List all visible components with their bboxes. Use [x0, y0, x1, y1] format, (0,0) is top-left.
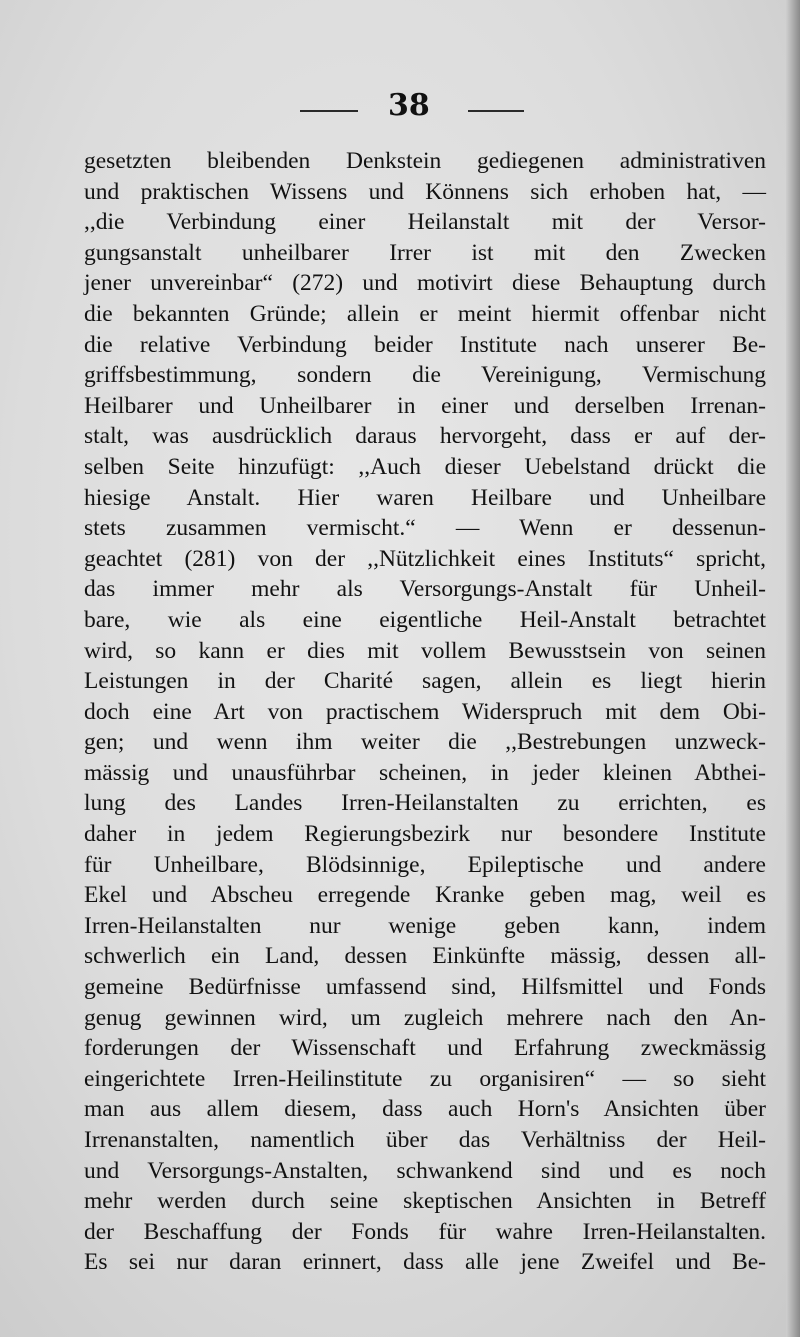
- text-line: für Unheilbare, Blödsinnige, Epileptische und andere: [84, 851, 766, 878]
- text-line: die relative Verbindung beider Institute nach unserer Be-: [84, 331, 766, 358]
- text-line: Heilbarer und Unheilbarer in einer und derselben Irrenan-: [84, 392, 766, 419]
- text-line: griffsbestimmung, sondern die Vereinigung, Vermischung: [84, 362, 766, 389]
- text-line: geachtet (281) von der ,,Nützlichkeit eines Instituts“ spricht,: [84, 545, 766, 572]
- text-line: genug gewinnen wird, um zugleich mehrere nach den An-: [84, 1004, 766, 1031]
- page-number: 38: [388, 88, 430, 123]
- text-line: schwerlich ein Land, dessen Einkünfte mässig, dessen all-: [84, 943, 766, 970]
- text-line: Irrenanstalten, namentlich über das Verhältniss der Heil-: [84, 1127, 766, 1153]
- text-line: stalt, was ausdrücklich daraus hervorgeht, dass er auf der-: [84, 423, 766, 450]
- text-line: selben Seite hinzufügt: ,,Auch dieser Uebelstand drückt die: [84, 453, 766, 480]
- text-line: stets zusammen vermischt.“ — Wenn er dessenun-: [84, 515, 766, 542]
- text-line: ,,die Verbindung einer Heilanstalt mit der Versor-: [84, 209, 766, 236]
- text-line: mehr werden durch seine skeptischen Ansichten in Betreff: [84, 1188, 766, 1215]
- text-line: gen; und wenn ihm weiter die ,,Bestrebungen unzweck-: [84, 729, 766, 756]
- text-line: forderungen der Wissenschaft und Erfahrung zweckmässig: [84, 1035, 766, 1062]
- text-line: daher in jedem Regierungsbezirk nur besondere Institute: [84, 821, 766, 848]
- text-line: gungsanstalt unheilbarer Irrer ist mit den Zwecken: [84, 239, 766, 266]
- text-line: und praktischen Wissens und Könnens sich erhoben hat, —: [84, 178, 766, 205]
- page-edge-shadow: [786, 0, 800, 1337]
- header-rule-left: [300, 110, 358, 112]
- header-rule-right: [468, 110, 524, 112]
- text-line: hiesige Anstalt. Hier waren Heilbare und Unheilbare: [84, 484, 766, 511]
- text-line: mässig und unausführbar scheinen, in jeder kleinen Abthei-: [84, 759, 766, 786]
- text-line: Ekel und Abscheu erregende Kranke geben mag, weil es: [84, 882, 766, 909]
- text-line: Es sei nur daran erinnert, dass alle jene Zweifel und Be-: [84, 1249, 766, 1276]
- text-line: bare, wie als eine eigentliche Heil-Anstalt betrachtet: [84, 606, 766, 633]
- text-line: Irren-Heilanstalten nur wenige geben kann, indem: [84, 912, 766, 939]
- text-line: und Versorgungs-Anstalten, schwankend sind und es noch: [84, 1157, 766, 1184]
- text-line: man aus allem diesem, dass auch Horn's Ansichten über: [84, 1096, 766, 1123]
- text-line: der Beschaffung der Fonds für wahre Irren-Heilanstalten.: [84, 1218, 766, 1245]
- text-line: die bekannten Gründe; allein er meint hiermit offenbar nicht: [84, 300, 766, 327]
- text-line: wird, so kann er dies mit vollem Bewusstsein von seinen: [84, 637, 766, 664]
- text-line: Leistungen in der Charité sagen, allein es liegt hierin: [84, 668, 766, 695]
- text-line: das immer mehr als Versorgungs-Anstalt für Unheil-: [84, 576, 766, 603]
- page-header: [0, 88, 800, 128]
- text-line: doch eine Art von practischem Widerspruch mit dem Obi-: [84, 698, 766, 725]
- text-line: gemeine Bedürfnisse umfassend sind, Hilfsmittel und Fonds: [84, 974, 766, 1001]
- text-line: gesetzten bleibenden Denkstein gediegenen administrativen: [84, 148, 766, 174]
- body-text: [84, 146, 766, 1278]
- text-line: eingerichtete Irren-Heilinstitute zu organisiren“ — so sieht: [84, 1065, 766, 1092]
- text-line: lung des Landes Irren-Heilanstalten zu errichten, es: [84, 790, 766, 817]
- text-line: jener unvereinbar“ (272) und motivirt diese Behauptung durch: [84, 270, 766, 297]
